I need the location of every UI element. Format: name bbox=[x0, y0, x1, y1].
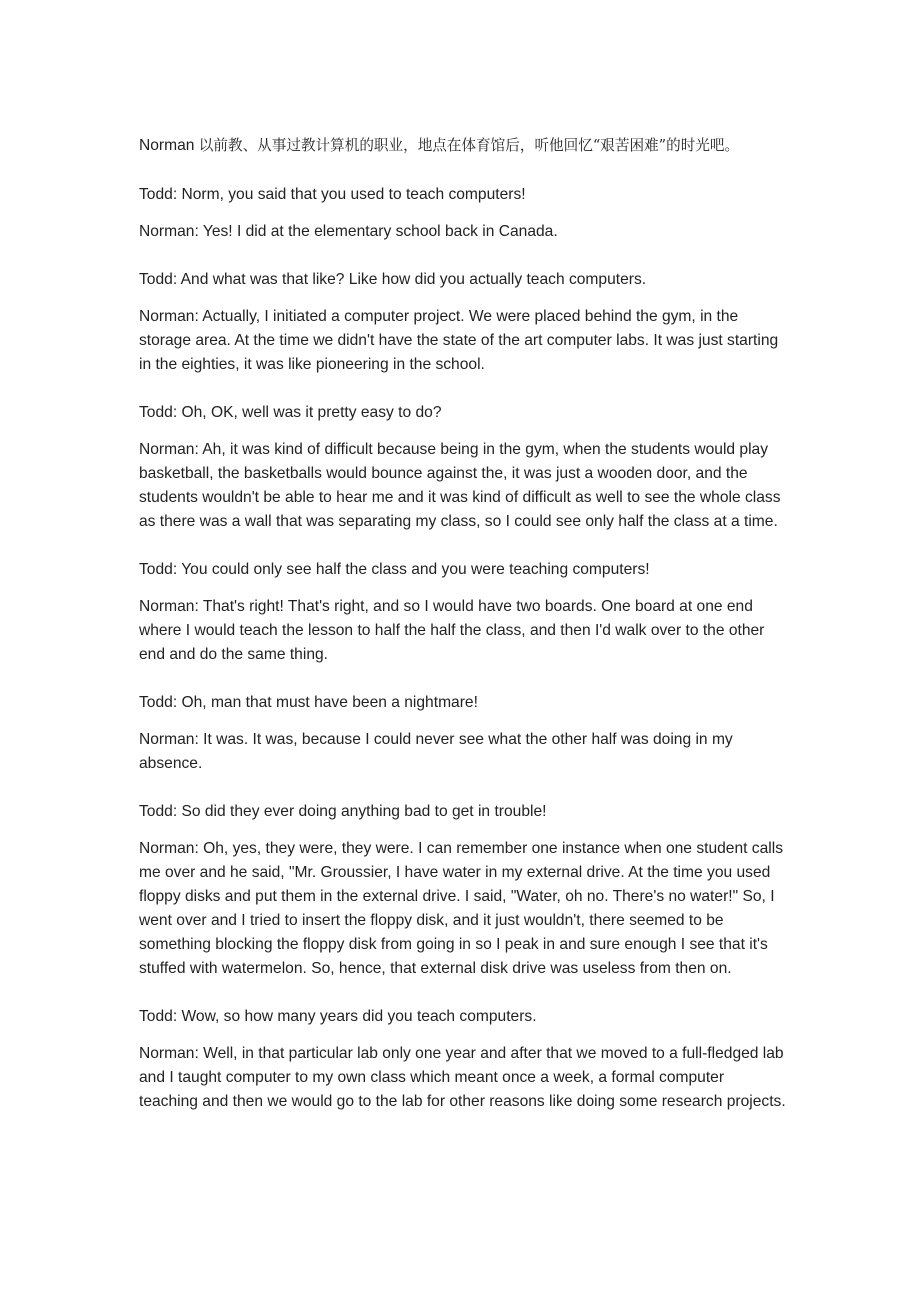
dialogue-exchange bbox=[139, 1005, 787, 1114]
todd-line: Todd: Norm, you said that you used to teach computers! bbox=[139, 186, 526, 203]
dialogue-exchange bbox=[139, 558, 787, 667]
norman-line: Norman: Yes! I did at the elementary school back in Canada. bbox=[139, 223, 558, 240]
todd-line: Todd: So did they ever doing anything bad to get in trouble! bbox=[139, 803, 547, 820]
dialogue-exchange bbox=[139, 800, 787, 981]
todd-line: Todd: Wow, so how many years did you teach computers. bbox=[139, 1008, 537, 1025]
intro-latin: Norman bbox=[139, 137, 199, 154]
norman-line: Norman: Well, in that particular lab only one year and after that we moved to a full-fledged lab and I taught computer to my own class which meant once a week, a formal computer teaching and then we would go to the lab for other reasons like doing some research projects. bbox=[139, 1045, 786, 1110]
todd-line: Todd: Oh, man that must have been a nightmare! bbox=[139, 694, 478, 711]
norman-line: Norman: Oh, yes, they were, they were. I can remember one instance when one student calls me over and he said, "Mr. Groussier, I have water in my external drive. At the time you used floppy disks and put them in the external drive. I said, "Water, oh no. There's no water!" So, I went over and I tried to insert the floppy disk, and it just wouldn't, there seemed to be something blocking the floppy disk from going in so I peak in and sure enough I see that it's stuffed with watermelon. So, hence, that external disk drive was useless from then on. bbox=[139, 840, 783, 977]
dialogue-exchange bbox=[139, 183, 787, 244]
dialogue-exchange bbox=[139, 268, 787, 377]
todd-line: Todd: And what was that like? Like how did you actually teach computers. bbox=[139, 271, 647, 288]
todd-line: Todd: You could only see half the class and you were teaching computers! bbox=[139, 561, 650, 578]
norman-line: Norman: That's right! That's right, and so I would have two boards. One board at one end where I would teach the lesson to half the half the class, and then I'd walk over to the other end and do the same thing. bbox=[139, 598, 765, 663]
document-body bbox=[139, 134, 787, 1138]
dialogue-exchange bbox=[139, 401, 787, 534]
norman-line: Norman: It was. It was, because I could never see what the other half was doing in my absence. bbox=[139, 731, 733, 772]
todd-line: Todd: Oh, OK, well was it pretty easy to do? bbox=[139, 404, 442, 421]
dialogue-exchange bbox=[139, 691, 787, 776]
norman-line: Norman: Actually, I initiated a computer project. We were placed behind the gym, in the storage area. At the time we didn't have the state of the art computer labs. It was just starting in the eighties, it was like pioneering in the school. bbox=[139, 308, 779, 373]
intro-chinese: 以前教、从事过教计算机的职业，地点在体育馆后，听他回忆“艰苦困难”的时光吧。 bbox=[198, 137, 740, 154]
intro-paragraph bbox=[139, 134, 787, 158]
norman-line: Norman: Ah, it was kind of difficult because being in the gym, when the students would play basketball, the basketballs would bounce against the, it was just a wooden door, and the students wouldn't be able to hear me and it was kind of difficult as well to see the whole class as there was a wall that was separating my class, so I could see only half the class at a time. bbox=[139, 441, 781, 530]
